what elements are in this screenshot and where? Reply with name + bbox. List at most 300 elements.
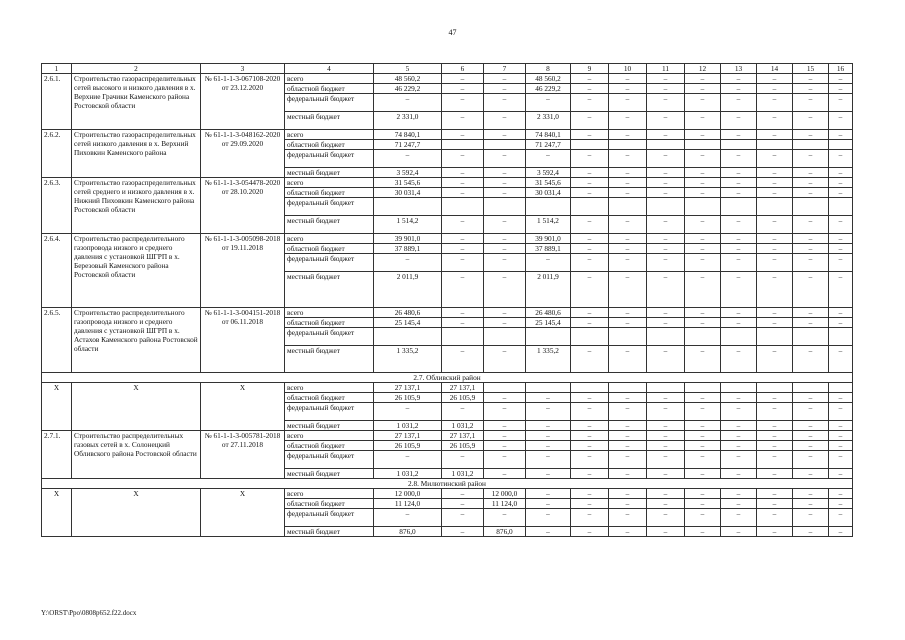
- value-cell: –: [829, 254, 853, 272]
- value-cell: –: [484, 393, 526, 403]
- value-cell: –: [647, 469, 685, 479]
- value-cell: 1 335,2: [374, 346, 442, 373]
- header-cell: 9: [571, 64, 609, 74]
- value-cell: –: [647, 84, 685, 94]
- value-cell: –: [647, 403, 685, 421]
- value-cell: –: [685, 94, 721, 112]
- value-cell: –: [526, 509, 571, 527]
- value-cell: 1 335,2: [526, 346, 571, 373]
- value-cell: –: [647, 178, 685, 188]
- value-cell: –: [647, 94, 685, 112]
- value-cell: –: [685, 272, 721, 308]
- budget-label: местный бюджет: [285, 216, 374, 234]
- value-cell: –: [484, 74, 526, 84]
- value-cell: –: [721, 469, 757, 479]
- value-cell: [721, 198, 757, 216]
- value-cell: –: [571, 234, 609, 244]
- value-cell: –: [721, 421, 757, 431]
- value-cell: –: [829, 112, 853, 130]
- value-cell: –: [685, 308, 721, 318]
- value-cell: [829, 198, 853, 216]
- item-number: 2.6.4.: [42, 234, 72, 308]
- item-number: 2.7.1.: [42, 431, 72, 479]
- value-cell: –: [571, 431, 609, 441]
- budget-label: областной бюджет: [285, 499, 374, 509]
- financing-table: [41, 63, 853, 537]
- value-cell: [484, 328, 526, 346]
- value-cell: 2 011,9: [526, 272, 571, 308]
- value-cell: [721, 328, 757, 346]
- value-cell: –: [685, 168, 721, 178]
- value-cell: [757, 328, 793, 346]
- value-cell: –: [757, 509, 793, 527]
- value-cell: –: [685, 489, 721, 499]
- value-cell: –: [374, 254, 442, 272]
- value-cell: –: [685, 421, 721, 431]
- value-cell: 46 229,2: [374, 84, 442, 94]
- value-cell: –: [829, 499, 853, 509]
- budget-row: [42, 234, 853, 244]
- value-cell: –: [647, 112, 685, 130]
- value-cell: 12 000,0: [484, 489, 526, 499]
- value-cell: 27 137,1: [442, 383, 484, 393]
- value-cell: [484, 140, 526, 150]
- header-cell: 3: [201, 64, 285, 74]
- value-cell: –: [609, 84, 647, 94]
- value-cell: –: [374, 94, 442, 112]
- value-cell: –: [609, 489, 647, 499]
- value-cell: –: [609, 451, 647, 469]
- value-cell: –: [757, 188, 793, 198]
- value-cell: –: [721, 527, 757, 537]
- value-cell: –: [609, 216, 647, 234]
- value-cell: –: [721, 393, 757, 403]
- value-cell: 1 031,2: [374, 421, 442, 431]
- value-cell: –: [793, 527, 829, 537]
- value-cell: –: [374, 150, 442, 168]
- value-cell: –: [647, 421, 685, 431]
- value-cell: [442, 140, 484, 150]
- value-cell: [484, 198, 526, 216]
- value-cell: –: [647, 308, 685, 318]
- value-cell: –: [484, 112, 526, 130]
- value-cell: [609, 328, 647, 346]
- header-cell: 15: [793, 64, 829, 74]
- value-cell: –: [829, 74, 853, 84]
- value-cell: –: [793, 84, 829, 94]
- value-cell: –: [685, 188, 721, 198]
- value-cell: [571, 140, 609, 150]
- value-cell: –: [609, 244, 647, 254]
- budget-label: федеральный бюджет: [285, 150, 374, 168]
- value-cell: 1 031,2: [442, 469, 484, 479]
- value-cell: –: [484, 244, 526, 254]
- value-cell: –: [829, 216, 853, 234]
- value-cell: –: [484, 254, 526, 272]
- value-cell: –: [442, 254, 484, 272]
- value-cell: –: [442, 244, 484, 254]
- value-cell: [793, 198, 829, 216]
- value-cell: 27 137,1: [374, 431, 442, 441]
- budget-label: федеральный бюджет: [285, 451, 374, 469]
- value-cell: –: [829, 421, 853, 431]
- value-cell: –: [793, 403, 829, 421]
- section-title: 2.7. Обливский район: [42, 373, 853, 383]
- item-title: Строительство газораспределительных сетей высокого и низкого давления в х. Верхние Грачики Каменского района Ростовской области: [72, 74, 201, 130]
- value-cell: –: [793, 188, 829, 198]
- value-cell: –: [571, 178, 609, 188]
- value-cell: –: [526, 489, 571, 499]
- value-cell: –: [484, 318, 526, 328]
- budget-label: федеральный бюджет: [285, 509, 374, 527]
- value-cell: 11 124,0: [374, 499, 442, 509]
- value-cell: –: [721, 499, 757, 509]
- value-cell: –: [685, 431, 721, 441]
- value-cell: –: [721, 130, 757, 140]
- value-cell: [374, 328, 442, 346]
- value-cell: 26 480,6: [374, 308, 442, 318]
- value-cell: –: [484, 272, 526, 308]
- value-cell: –: [484, 431, 526, 441]
- value-cell: [685, 198, 721, 216]
- budget-label: областной бюджет: [285, 318, 374, 328]
- value-cell: –: [793, 150, 829, 168]
- value-cell: –: [609, 130, 647, 140]
- value-cell: –: [757, 244, 793, 254]
- value-cell: –: [647, 509, 685, 527]
- value-cell: –: [571, 346, 609, 373]
- value-cell: [526, 198, 571, 216]
- value-cell: –: [721, 254, 757, 272]
- value-cell: –: [609, 308, 647, 318]
- value-cell: –: [484, 308, 526, 318]
- value-cell: –: [647, 216, 685, 234]
- value-cell: –: [442, 451, 484, 469]
- value-cell: –: [442, 94, 484, 112]
- value-cell: –: [442, 272, 484, 308]
- budget-label: областной бюджет: [285, 393, 374, 403]
- item-title: Строительство распределительного газопровода низкого и среднего давления с установкой ШГРП в х. Астахов Каменского района Ростовской области: [72, 308, 201, 373]
- item-number: 2.6.5.: [42, 308, 72, 373]
- value-cell: –: [484, 234, 526, 244]
- header-cell: 7: [484, 64, 526, 74]
- value-cell: –: [793, 469, 829, 479]
- value-cell: –: [685, 130, 721, 140]
- value-cell: –: [793, 112, 829, 130]
- value-cell: –: [647, 150, 685, 168]
- value-cell: 876,0: [484, 527, 526, 537]
- value-cell: –: [442, 318, 484, 328]
- value-cell: –: [571, 499, 609, 509]
- value-cell: –: [757, 527, 793, 537]
- value-cell: –: [721, 308, 757, 318]
- budget-label: областной бюджет: [285, 84, 374, 94]
- value-cell: –: [757, 216, 793, 234]
- value-cell: –: [526, 254, 571, 272]
- value-cell: –: [484, 441, 526, 451]
- value-cell: –: [442, 509, 484, 527]
- value-cell: –: [484, 509, 526, 527]
- value-cell: –: [609, 346, 647, 373]
- value-cell: –: [571, 441, 609, 451]
- value-cell: –: [526, 431, 571, 441]
- value-cell: 74 840,1: [374, 130, 442, 140]
- item-document: № 61-1-1-3-048162-2020 от 29.09.2020: [201, 130, 285, 178]
- value-cell: [484, 383, 526, 393]
- value-cell: –: [721, 216, 757, 234]
- value-cell: –: [757, 168, 793, 178]
- value-cell: –: [571, 244, 609, 254]
- value-cell: [647, 140, 685, 150]
- value-cell: –: [609, 403, 647, 421]
- value-cell: –: [571, 469, 609, 479]
- value-cell: 25 145,4: [526, 318, 571, 328]
- section-title: 2.8. Милютинский район: [42, 479, 853, 489]
- value-cell: –: [571, 74, 609, 84]
- value-cell: –: [484, 84, 526, 94]
- value-cell: –: [793, 441, 829, 451]
- value-cell: –: [442, 489, 484, 499]
- value-cell: [526, 383, 571, 393]
- value-cell: –: [442, 130, 484, 140]
- value-cell: –: [793, 74, 829, 84]
- value-cell: 1 514,2: [526, 216, 571, 234]
- value-cell: –: [793, 489, 829, 499]
- budget-label: федеральный бюджет: [285, 328, 374, 346]
- budget-label: местный бюджет: [285, 421, 374, 431]
- value-cell: –: [685, 318, 721, 328]
- value-cell: –: [571, 84, 609, 94]
- value-cell: –: [757, 499, 793, 509]
- value-cell: –: [721, 451, 757, 469]
- value-cell: –: [685, 150, 721, 168]
- value-cell: –: [829, 509, 853, 527]
- value-cell: 27 137,1: [374, 383, 442, 393]
- budget-label: федеральный бюджет: [285, 403, 374, 421]
- value-cell: –: [609, 527, 647, 537]
- value-cell: 3 592,4: [374, 168, 442, 178]
- budget-label: всего: [285, 489, 374, 499]
- value-cell: –: [721, 403, 757, 421]
- value-cell: –: [793, 254, 829, 272]
- value-cell: –: [609, 431, 647, 441]
- value-cell: [609, 198, 647, 216]
- value-cell: 46 229,2: [526, 84, 571, 94]
- value-cell: –: [484, 168, 526, 178]
- value-cell: –: [609, 421, 647, 431]
- value-cell: [829, 328, 853, 346]
- value-cell: –: [647, 393, 685, 403]
- value-cell: –: [571, 254, 609, 272]
- value-cell: –: [442, 112, 484, 130]
- value-cell: 26 480,6: [526, 308, 571, 318]
- value-cell: 71 247,7: [526, 140, 571, 150]
- value-cell: –: [484, 130, 526, 140]
- budget-label: местный бюджет: [285, 527, 374, 537]
- value-cell: 876,0: [374, 527, 442, 537]
- value-cell: –: [484, 403, 526, 421]
- value-cell: –: [793, 421, 829, 431]
- value-cell: [647, 328, 685, 346]
- value-cell: –: [484, 469, 526, 479]
- value-cell: –: [571, 451, 609, 469]
- value-cell: –: [647, 244, 685, 254]
- value-cell: –: [685, 112, 721, 130]
- header-cell: 1: [42, 64, 72, 74]
- value-cell: –: [757, 346, 793, 373]
- value-cell: [757, 198, 793, 216]
- value-cell: –: [609, 272, 647, 308]
- budget-label: областной бюджет: [285, 441, 374, 451]
- value-cell: –: [793, 272, 829, 308]
- value-cell: –: [793, 451, 829, 469]
- value-cell: –: [757, 431, 793, 441]
- value-cell: [609, 383, 647, 393]
- budget-label: областной бюджет: [285, 140, 374, 150]
- budget-label: федеральный бюджет: [285, 254, 374, 272]
- value-cell: 27 137,1: [442, 431, 484, 441]
- value-cell: [721, 140, 757, 150]
- value-cell: –: [793, 178, 829, 188]
- value-cell: –: [442, 499, 484, 509]
- value-cell: –: [442, 188, 484, 198]
- value-cell: 26 105,9: [442, 393, 484, 403]
- value-cell: –: [374, 403, 442, 421]
- budget-row: [42, 489, 853, 499]
- file-path-footer: Y:\ORST\Ppo\0808p652.f22.docx: [41, 609, 137, 617]
- value-cell: –: [685, 244, 721, 254]
- value-cell: –: [721, 272, 757, 308]
- value-cell: –: [484, 178, 526, 188]
- value-cell: –: [793, 168, 829, 178]
- value-cell: –: [757, 178, 793, 188]
- value-cell: –: [647, 489, 685, 499]
- value-cell: [442, 198, 484, 216]
- value-cell: –: [571, 94, 609, 112]
- budget-label: федеральный бюджет: [285, 198, 374, 216]
- item-number: 2.6.2.: [42, 130, 72, 178]
- value-cell: –: [757, 308, 793, 318]
- budget-label: областной бюджет: [285, 188, 374, 198]
- value-cell: [793, 383, 829, 393]
- value-cell: [757, 140, 793, 150]
- value-cell: 1 514,2: [374, 216, 442, 234]
- value-cell: –: [685, 346, 721, 373]
- value-cell: 25 145,4: [374, 318, 442, 328]
- budget-label: всего: [285, 431, 374, 441]
- value-cell: –: [571, 272, 609, 308]
- value-cell: –: [526, 421, 571, 431]
- value-cell: 30 031,4: [526, 188, 571, 198]
- value-cell: –: [757, 112, 793, 130]
- budget-row: [42, 178, 853, 188]
- value-cell: –: [757, 469, 793, 479]
- value-cell: –: [829, 451, 853, 469]
- value-cell: 2 011,9: [374, 272, 442, 308]
- value-cell: –: [721, 489, 757, 499]
- value-cell: 26 105,9: [374, 393, 442, 403]
- value-cell: –: [829, 469, 853, 479]
- value-cell: –: [609, 318, 647, 328]
- value-cell: –: [829, 308, 853, 318]
- item-document: Х: [201, 383, 285, 431]
- header-cell: 16: [829, 64, 853, 74]
- value-cell: –: [793, 308, 829, 318]
- value-cell: –: [484, 451, 526, 469]
- value-cell: –: [757, 272, 793, 308]
- value-cell: 74 840,1: [526, 130, 571, 140]
- value-cell: –: [757, 234, 793, 244]
- value-cell: 30 031,4: [374, 188, 442, 198]
- value-cell: [571, 328, 609, 346]
- value-cell: –: [609, 499, 647, 509]
- value-cell: 48 560,2: [374, 74, 442, 84]
- value-cell: –: [829, 527, 853, 537]
- value-cell: [685, 328, 721, 346]
- value-cell: –: [721, 168, 757, 178]
- value-cell: –: [442, 346, 484, 373]
- value-cell: [571, 383, 609, 393]
- budget-label: всего: [285, 308, 374, 318]
- value-cell: –: [829, 244, 853, 254]
- value-cell: –: [442, 216, 484, 234]
- value-cell: 26 105,9: [374, 441, 442, 451]
- value-cell: –: [721, 178, 757, 188]
- value-cell: –: [571, 489, 609, 499]
- value-cell: –: [609, 178, 647, 188]
- value-cell: –: [685, 178, 721, 188]
- value-cell: –: [721, 112, 757, 130]
- value-cell: [442, 328, 484, 346]
- value-cell: –: [829, 84, 853, 94]
- value-cell: –: [757, 403, 793, 421]
- value-cell: –: [442, 168, 484, 178]
- value-cell: –: [829, 272, 853, 308]
- value-cell: –: [721, 244, 757, 254]
- value-cell: –: [442, 84, 484, 94]
- header-cell: 6: [442, 64, 484, 74]
- value-cell: –: [609, 188, 647, 198]
- value-cell: –: [609, 509, 647, 527]
- value-cell: –: [685, 393, 721, 403]
- value-cell: –: [829, 489, 853, 499]
- value-cell: –: [829, 318, 853, 328]
- budget-row: [42, 431, 853, 441]
- section-row: [42, 479, 853, 489]
- value-cell: –: [829, 168, 853, 178]
- value-cell: –: [685, 216, 721, 234]
- value-cell: –: [609, 393, 647, 403]
- value-cell: –: [484, 216, 526, 234]
- value-cell: –: [829, 403, 853, 421]
- value-cell: –: [793, 499, 829, 509]
- value-cell: –: [721, 234, 757, 244]
- value-cell: –: [571, 112, 609, 130]
- budget-label: местный бюджет: [285, 168, 374, 178]
- value-cell: [721, 383, 757, 393]
- value-cell: –: [609, 234, 647, 244]
- value-cell: 39 901,0: [374, 234, 442, 244]
- value-cell: –: [484, 346, 526, 373]
- value-cell: [685, 383, 721, 393]
- value-cell: –: [721, 74, 757, 84]
- value-cell: 31 545,6: [374, 178, 442, 188]
- header-cell: 5: [374, 64, 442, 74]
- header-cell: 8: [526, 64, 571, 74]
- header-cell: 10: [609, 64, 647, 74]
- value-cell: –: [609, 150, 647, 168]
- item-number: 2.6.3.: [42, 178, 72, 234]
